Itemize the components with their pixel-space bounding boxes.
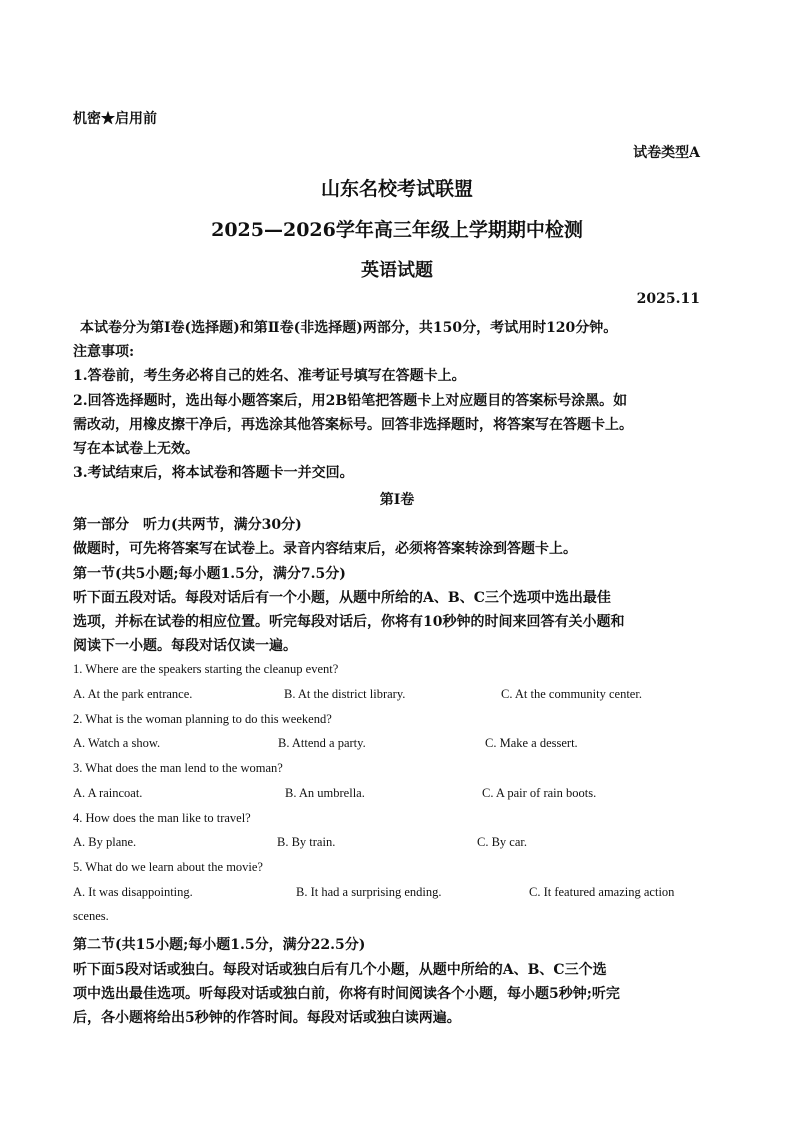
note-3: 3.考试结束后，将本试卷和答题卡一并交回。 bbox=[73, 465, 354, 481]
note-1: 1.答卷前，考生务必将自己的姓名、准考证号填写在答题卡上。 bbox=[73, 368, 466, 384]
section2-instr-line1: 听下面5段对话或独白。每段对话或独白后有几个小题，从题中所给的A、B、C三个选 bbox=[73, 962, 607, 978]
section2-instr-line3: 后，各小题将给出5秒钟的作答时间。每段对话或独白读两遍。 bbox=[73, 1010, 461, 1026]
exam-title: 2025—2026学年高三年级上学期期中检测 bbox=[211, 219, 583, 241]
question-4-option-c: C. By car. bbox=[477, 835, 527, 849]
question-3-option-a: A. A raincoat. bbox=[73, 786, 143, 800]
question-2-option-c: C. Make a dessert. bbox=[485, 736, 578, 750]
part1-instructions: 做题时，可先将答案写在试卷上。录音内容结束后，必须将答案转涂到答题卡上。 bbox=[73, 541, 577, 557]
part1-heading: 第一部分 听力(共两节，满分30分) bbox=[73, 517, 302, 533]
question-5-option-c: C. It featured amazing action bbox=[529, 885, 675, 899]
question-5-option-c-continued: scenes. bbox=[73, 909, 109, 923]
question-4-option-b: B. By train. bbox=[277, 835, 336, 849]
section1-instr-line3: 阅读下一小题。每段对话仅读一遍。 bbox=[73, 638, 297, 654]
question-4-option-a: A. By plane. bbox=[73, 835, 137, 849]
exam-organizer-title: 山东名校考试联盟 bbox=[320, 178, 473, 200]
question-1-text: 1. Where are the speakers starting the cleanup event? bbox=[73, 662, 339, 676]
section1-instr-line1: 听下面五段对话。每段对话后有一个小题，从题中所给的A、B、C三个选项中选出最佳 bbox=[73, 590, 611, 606]
question-5-text: 5. What do we learn about the movie? bbox=[73, 860, 263, 874]
question-3-options bbox=[73, 786, 703, 802]
note-2-line3: 写在本试卷上无效。 bbox=[73, 441, 199, 457]
question-3-option-c: C. A pair of rain boots. bbox=[482, 786, 597, 800]
paper-type-label: 试卷类型A bbox=[633, 145, 700, 161]
notes-heading: 注意事项: bbox=[73, 344, 135, 360]
exam-date: 2025.11 bbox=[636, 291, 700, 307]
question-1-option-b: B. At the district library. bbox=[284, 687, 406, 701]
note-2-line2: 需改动，用橡皮擦干净后，再选涂其他答案标号。回答非选择题时，将答案写在答题卡上。 bbox=[73, 417, 633, 433]
section2-instr-line2: 项中选出最佳选项。听每段对话或独白前，你将有时间阅读各个小题，每小题5秒钟;听完 bbox=[73, 986, 620, 1002]
question-1-options bbox=[73, 687, 703, 703]
question-3-option-b: B. An umbrella. bbox=[285, 786, 365, 800]
note-2-line1: 2.回答选择题时，选出每小题答案后，用2B铅笔把答题卡上对应题目的答案标号涂黑。如 bbox=[73, 393, 628, 409]
question-3-text: 3. What does the man lend to the woman? bbox=[73, 761, 283, 775]
section1-heading: 第一节(共5小题;每小题1.5分，满分7.5分) bbox=[73, 566, 346, 582]
question-5-option-b: B. It had a surprising ending. bbox=[296, 885, 442, 899]
question-2-options bbox=[73, 736, 703, 752]
question-1-option-a: A. At the park entrance. bbox=[73, 687, 193, 701]
question-5-options bbox=[73, 885, 703, 901]
section2-heading: 第二节(共15小题;每小题1.5分，满分22.5分) bbox=[73, 937, 366, 953]
confidential-label: 机密★启用前 bbox=[73, 111, 157, 127]
question-4-options bbox=[73, 835, 703, 851]
question-2-text: 2. What is the woman planning to do this weekend? bbox=[73, 712, 332, 726]
intro-text: 本试卷分为第Ⅰ卷(选择题)和第Ⅱ卷(非选择题)两部分，共150分，考试用时120分钟。 bbox=[80, 320, 618, 336]
question-2-option-a: A. Watch a show. bbox=[73, 736, 161, 750]
question-4-text: 4. How does the man like to travel? bbox=[73, 811, 251, 825]
subject-title: 英语试题 bbox=[361, 260, 433, 281]
volume-heading: 第Ⅰ卷 bbox=[379, 492, 415, 508]
question-2-option-b: B. Attend a party. bbox=[278, 736, 366, 750]
section1-instr-line2: 选项，并标在试卷的相应位置。听完每段对话后，你将有10秒钟的时间来回答有关小题和 bbox=[73, 614, 625, 630]
question-5-option-a: A. It was disappointing. bbox=[73, 885, 193, 899]
question-1-option-c: C. At the community center. bbox=[501, 687, 642, 701]
